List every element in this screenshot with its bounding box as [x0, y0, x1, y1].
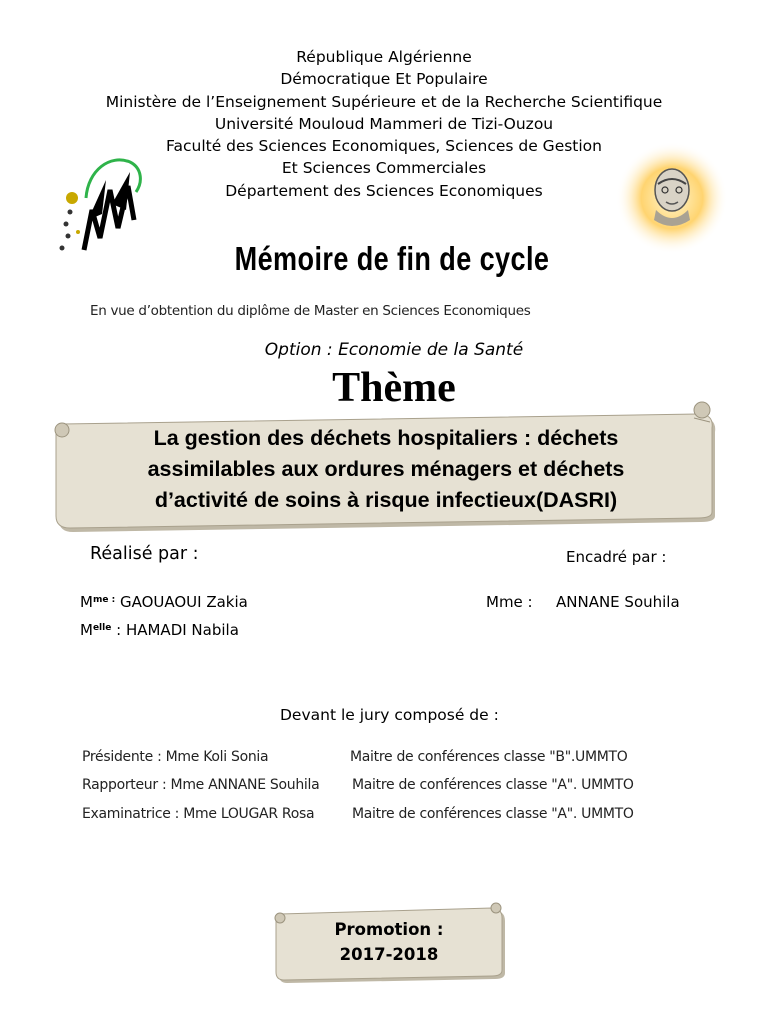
- header-line: République Algérienne: [296, 48, 472, 66]
- student-2: [80, 621, 239, 639]
- degree-subtitle: En vue d’obtention du diplôme de Master en Sciences Economiques: [90, 303, 531, 319]
- header-line: Université Mouloud Mammeri de Tizi-Ouzou: [214, 114, 554, 133]
- student-1: [80, 593, 248, 611]
- supervisor-name: ANNANE Souhila: [556, 593, 680, 611]
- promotion-years: 2017-2018: [339, 945, 439, 964]
- theme-line: d’activité de soins à risque infectieux(DASRI): [154, 488, 618, 512]
- jury-title: Devant le jury composé de :: [280, 706, 499, 724]
- student-name: : HAMADI Nabila: [116, 621, 239, 639]
- promotion-text: [280, 917, 498, 967]
- header-line: Ministère de l’Enseignement Supérieure et de la Recherche Scientifique: [105, 92, 663, 111]
- header-line: Et Sciences Commerciales: [281, 159, 487, 178]
- promotion-label: Promotion :: [334, 920, 444, 939]
- header-line: Faculté des Sciences Economiques, Sciences de Gestion: [166, 137, 602, 156]
- supervisor-label: Encadré par :: [566, 548, 667, 566]
- student-name: GAOUAOUI Zakia: [119, 593, 248, 611]
- jury-role: Rapporteur : Mme ANNANE Souhila: [82, 777, 320, 793]
- theme-heading: Thème: [332, 365, 456, 411]
- option-line: Option : Economie de la Santé: [264, 340, 524, 360]
- document-title: Mémoire de fin de cycle: [234, 240, 550, 277]
- student-title: M: [80, 593, 93, 611]
- student-title-sup: elle: [92, 623, 112, 633]
- header-line: Département des Sciences Economiques: [225, 181, 543, 200]
- authors-label: Réalisé par :: [90, 544, 199, 564]
- jury-role: Présidente : Mme Koli Sonia: [82, 749, 269, 765]
- theme-line: La gestion des déchets hospitaliers : déchets: [153, 426, 619, 450]
- supervisor-title: Mme :: [486, 593, 533, 611]
- jury-grade: Maitre de conférences classe "A". UMMTO: [352, 806, 634, 822]
- theme-line: assimilables aux ordures ménagers et déchets: [147, 457, 625, 481]
- student-title: M: [80, 621, 93, 639]
- jury-role: Examinatrice : Mme LOUGAR Rosa: [82, 806, 315, 822]
- student-title-sup: me :: [92, 595, 116, 605]
- theme-text: [80, 423, 692, 516]
- jury-grade: Maitre de conférences classe "B".UMMTO: [350, 749, 628, 765]
- jury-grade: Maitre de conférences classe "A". UMMTO: [352, 777, 634, 793]
- header-line: Démocratique Et Populaire: [280, 70, 488, 89]
